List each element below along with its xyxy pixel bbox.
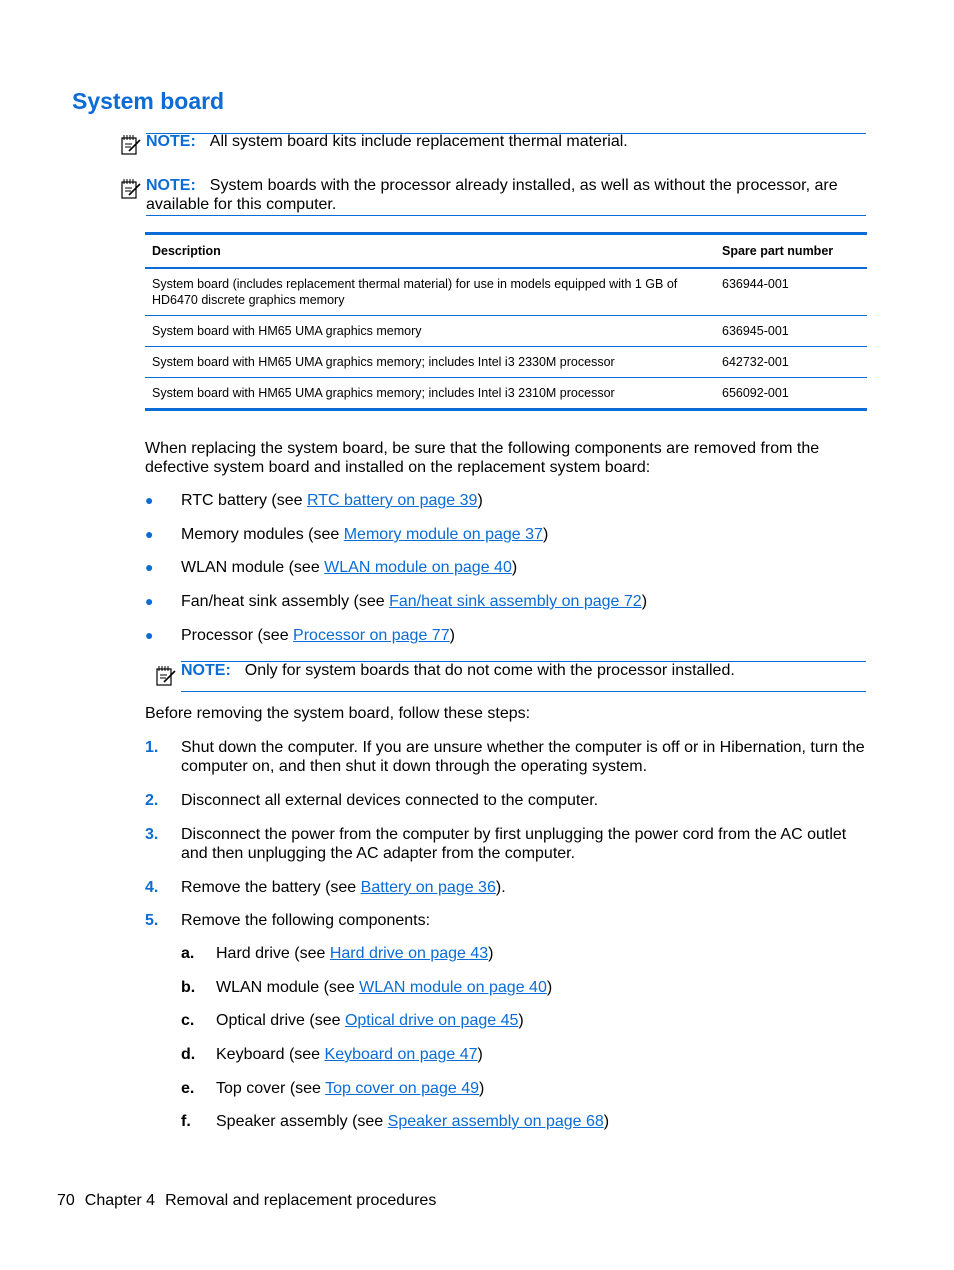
link-keyboard[interactable]: Keyboard on page 47 bbox=[324, 1046, 478, 1063]
note-text: System boards with the processor already installed, as well as without the processor, are available for this computer. bbox=[146, 177, 838, 213]
substep-letter: f. bbox=[181, 1113, 191, 1130]
note-processor-availability bbox=[120, 176, 866, 218]
table-row bbox=[145, 347, 867, 378]
table-row bbox=[145, 378, 867, 410]
list-item-text: Memory modules (see bbox=[181, 526, 344, 543]
list-item-text: Fan/heat sink assembly (see bbox=[181, 593, 390, 610]
table-row bbox=[145, 316, 867, 347]
row-part-number: 656092-001 bbox=[722, 386, 789, 400]
row-description: System board with HM65 UMA graphics memory bbox=[152, 324, 422, 338]
row-description: System board with HM65 UMA graphics memory; includes Intel i3 2310M processor bbox=[152, 386, 615, 400]
note-icon bbox=[120, 178, 142, 200]
list-item-text: ) bbox=[641, 593, 648, 610]
header-description: Description bbox=[152, 244, 221, 258]
step-number: 2. bbox=[145, 792, 159, 809]
substep-letter: c. bbox=[181, 1012, 195, 1029]
bullet-icon: ● bbox=[145, 559, 154, 575]
note-text: All system board kits include replacement thermal material. bbox=[209, 133, 628, 150]
link-wlan-module[interactable]: WLAN module on page 40 bbox=[359, 979, 547, 996]
table-header-row bbox=[145, 234, 867, 269]
page-footer bbox=[57, 1192, 446, 1210]
bullet-icon: ● bbox=[145, 627, 154, 643]
note-icon bbox=[155, 665, 177, 687]
note-label: NOTE: bbox=[146, 177, 196, 194]
list-item-text: ) bbox=[477, 492, 483, 509]
substep-text: Hard drive (see bbox=[216, 945, 330, 962]
step-text: Remove the battery (see bbox=[181, 879, 361, 896]
step-text: Disconnect all external devices connected to the computer. bbox=[181, 792, 599, 809]
spare-parts-table bbox=[145, 232, 867, 411]
row-description: System board (includes replacement thermal material) for use in models equipped with 1 GB of HD6470 discrete graphics memory bbox=[152, 277, 678, 307]
step-number: 5. bbox=[145, 912, 159, 929]
link-wlan-module[interactable]: WLAN module on page 40 bbox=[324, 559, 512, 576]
list-item-text: ) bbox=[449, 627, 455, 644]
substep-text: WLAN module (see bbox=[216, 979, 360, 996]
chapter-label: Chapter 4 bbox=[84, 1192, 156, 1209]
step-number: 3. bbox=[145, 826, 159, 843]
substep-text: ) bbox=[477, 1046, 483, 1063]
link-top-cover[interactable]: Top cover on page 49 bbox=[325, 1080, 479, 1097]
note-label: NOTE: bbox=[146, 133, 196, 150]
link-optical-drive[interactable]: Optical drive on page 45 bbox=[344, 1012, 519, 1029]
list-item-text: Processor (see bbox=[181, 627, 294, 644]
substep-letter: b. bbox=[181, 979, 196, 996]
note-text: Only for system boards that do not come with the processor installed. bbox=[244, 662, 735, 679]
note-bottom-rule bbox=[146, 215, 866, 216]
link-hard-drive[interactable]: Hard drive on page 43 bbox=[329, 945, 489, 962]
page-title: System board bbox=[72, 88, 225, 114]
row-part-number: 642732-001 bbox=[722, 355, 789, 369]
bullet-icon: ● bbox=[145, 593, 154, 609]
substep-text: ) bbox=[546, 979, 553, 996]
bullet-icon: ● bbox=[145, 526, 154, 542]
section-title: Removal and replacement procedures bbox=[165, 1192, 437, 1209]
substep-text: ) bbox=[488, 945, 494, 962]
substep-letter: a. bbox=[181, 945, 195, 962]
step-text: Disconnect the power from the computer by first unplugging the power cord from the AC outlet and then unplugging the AC adapter from the computer. bbox=[181, 826, 847, 862]
substep-text: Speaker assembly (see bbox=[216, 1113, 388, 1130]
before-paragraph: Before removing the system board, follow these steps: bbox=[145, 705, 531, 722]
link-rtc-battery[interactable]: RTC battery on page 39 bbox=[306, 492, 478, 509]
link-fan-heat-sink[interactable]: Fan/heat sink assembly on page 72 bbox=[389, 593, 642, 610]
row-part-number: 636944-001 bbox=[722, 277, 789, 291]
list-item-text: RTC battery (see bbox=[181, 492, 307, 509]
link-battery[interactable]: Battery on page 36 bbox=[360, 879, 496, 896]
link-memory-module[interactable]: Memory module on page 37 bbox=[343, 526, 543, 543]
step-text: ). bbox=[495, 879, 506, 896]
note-processor-only bbox=[155, 661, 866, 693]
row-part-number: 636945-001 bbox=[722, 324, 789, 338]
substep-letter: d. bbox=[181, 1046, 196, 1063]
substep-letter: e. bbox=[181, 1080, 195, 1097]
list-item-text: ) bbox=[511, 559, 518, 576]
substep-text: ) bbox=[603, 1113, 610, 1130]
link-speaker-assembly[interactable]: Speaker assembly on page 68 bbox=[387, 1113, 604, 1130]
list-item-text: WLAN module (see bbox=[181, 559, 325, 576]
row-description: System board with HM65 UMA graphics memory; includes Intel i3 2330M processor bbox=[152, 355, 615, 369]
substep-text: ) bbox=[478, 1080, 485, 1097]
note-icon bbox=[120, 134, 142, 156]
substep-text: Top cover (see bbox=[216, 1080, 326, 1097]
page-number: 70 bbox=[57, 1192, 75, 1209]
step-number: 4. bbox=[145, 879, 159, 896]
substep-text: ) bbox=[518, 1012, 524, 1029]
substep-text: Keyboard (see bbox=[216, 1046, 325, 1063]
note-label: NOTE: bbox=[181, 662, 231, 679]
step-text: Remove the following components: bbox=[181, 912, 431, 929]
substep-text: Optical drive (see bbox=[216, 1012, 345, 1029]
table-row bbox=[145, 268, 867, 316]
bullet-icon: ● bbox=[145, 492, 154, 508]
step-number: 1. bbox=[145, 739, 159, 756]
list-item-text: ) bbox=[542, 526, 549, 543]
step-text: Shut down the computer. If you are unsure whether the computer is off or in Hibernation, turn the computer on, and then shut it down through the operating system. bbox=[181, 739, 865, 775]
note-bottom-rule bbox=[181, 691, 866, 692]
intro-paragraph: When replacing the system board, be sure that the following components are removed from the defective system board and installed on the replacement system board: bbox=[145, 440, 820, 476]
link-processor[interactable]: Processor on page 77 bbox=[293, 627, 450, 644]
header-spare-part-number: Spare part number bbox=[722, 244, 834, 258]
note-thermal bbox=[120, 132, 866, 156]
